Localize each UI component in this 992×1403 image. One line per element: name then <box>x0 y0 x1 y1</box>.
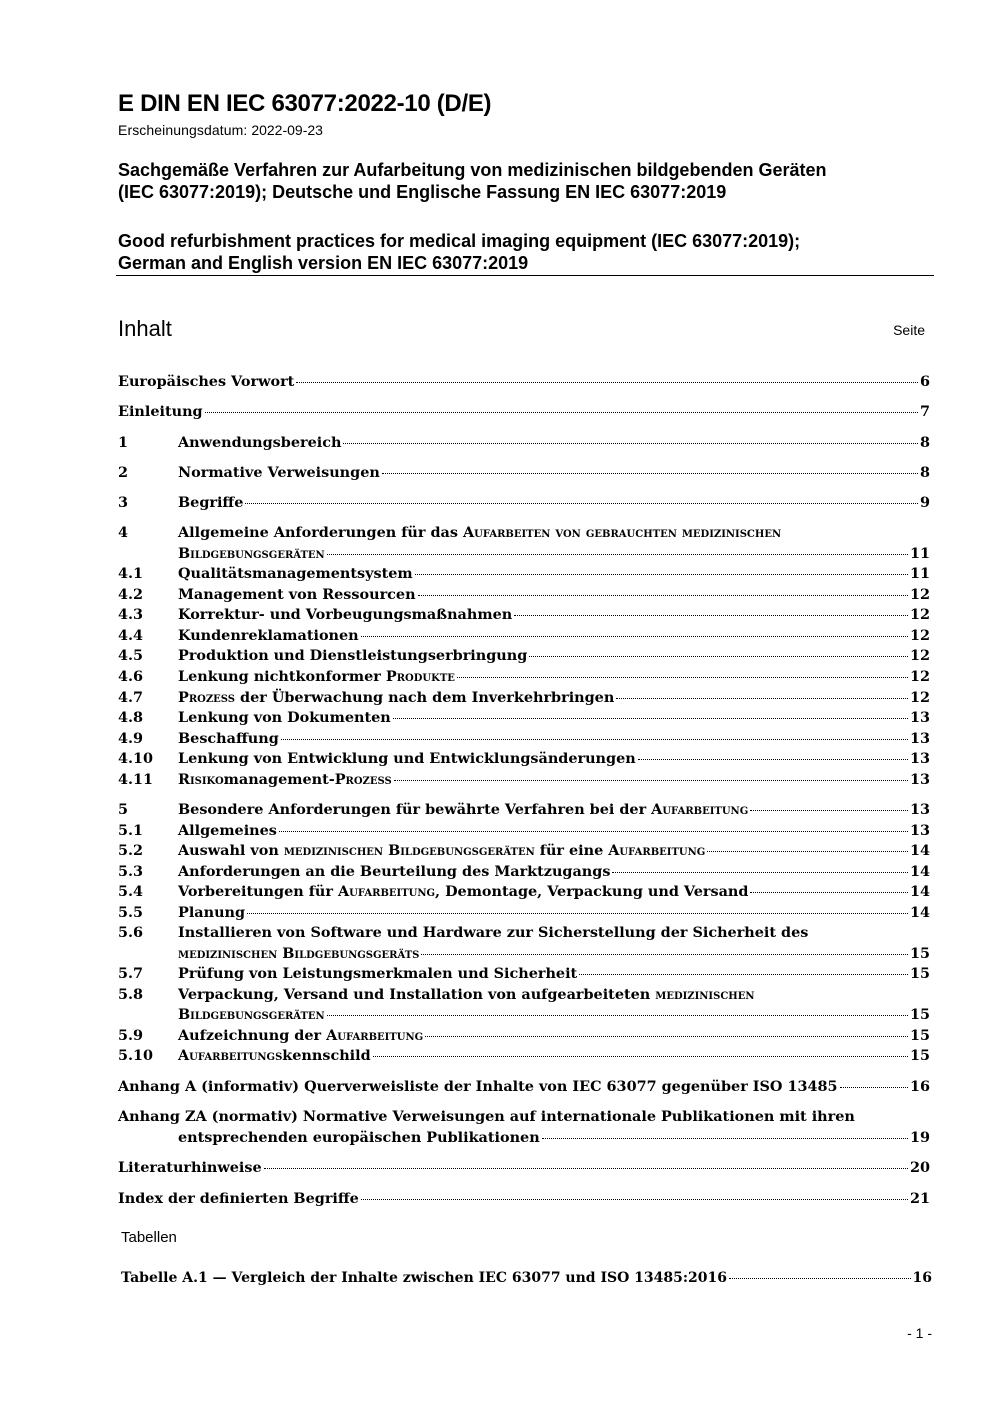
toc-entry-section-5-7[interactable] <box>118 964 930 984</box>
toc-entry-section-4-3[interactable] <box>118 605 930 625</box>
toc-entry-number: 4.2 <box>118 586 144 603</box>
toc-leader <box>750 890 908 893</box>
title-english-line-1: Good refurbishment practices for medical imaging equipment (IEC 63077:2019); <box>118 231 801 251</box>
toc-entry-title: Lenkung von Dokumenten <box>178 709 391 726</box>
toc-leader <box>729 1276 910 1279</box>
publication-date-label: Erscheinungsdatum: <box>118 122 248 138</box>
title-english-line-2: German and English version EN IEC 63077:2019 <box>118 253 529 273</box>
publication-date <box>118 122 323 138</box>
toc-entry-page: 15 <box>909 1047 930 1064</box>
toc-entry-literatur[interactable] <box>118 1158 930 1178</box>
toc-entry-number: 4.3 <box>118 606 144 623</box>
toc-entry-title: Aufarbeitungskennschild <box>178 1047 371 1064</box>
toc-entry-page: 13 <box>909 709 930 726</box>
toc-entry-number: 5.2 <box>118 842 144 859</box>
toc-entry-page: 15 <box>909 945 930 962</box>
toc-entry-page: 13 <box>909 801 930 818</box>
toc-leader <box>393 716 908 719</box>
toc-entry-title: Auswahl von medizinischen Bildgebungsgeräten für eine Aufarbeitung <box>178 842 706 859</box>
toc-entry-page: 13 <box>909 750 930 767</box>
title-german-line-1: Sachgemäße Verfahren zur Aufarbeitung von medizinischen bildgebenden Geräten <box>118 160 827 180</box>
toc-entry-title: Installieren von Software und Hardware zur Sicherstellung der Sicherheit des <box>178 924 809 941</box>
toc-entry-title: Prüfung von Leistungsmerkmalen und Sicherheit <box>178 965 578 982</box>
toc-entry-page: 15 <box>909 965 930 982</box>
toc-entry-page: 15 <box>909 1006 930 1023</box>
toc-entry-section-5-10[interactable] <box>118 1046 930 1066</box>
document-designation: E DIN EN IEC 63077:2022-10 (D/E) <box>118 90 492 117</box>
contents-heading: Inhalt <box>118 316 172 341</box>
toc-entry-title-continued: Bildgebungsgeräten <box>178 1006 325 1023</box>
toc-entry-section-4[interactable] <box>118 523 930 543</box>
toc-entry-number: 4.7 <box>118 689 144 706</box>
title-divider <box>116 275 934 276</box>
toc-entry-number: 2 <box>118 464 129 481</box>
toc-entry-index[interactable] <box>118 1189 930 1209</box>
toc-leader <box>707 849 908 852</box>
toc-entry-page: 15 <box>909 1027 930 1044</box>
toc-entry-section-4-2[interactable] <box>118 585 930 605</box>
toc-entry-title: Planung <box>178 904 246 921</box>
toc-entry-title: Begriffe <box>178 494 244 511</box>
toc-leader <box>264 1166 908 1169</box>
toc-entry-section-5-4[interactable] <box>118 882 930 902</box>
toc-leader <box>247 911 908 914</box>
toc-entry-title: Literaturhinweise <box>118 1159 262 1176</box>
toc-entry-title: Qualitätsmanagementsystem <box>178 565 413 582</box>
toc-leader <box>205 410 918 413</box>
toc-leader <box>382 471 918 474</box>
toc-entry-number: 4.9 <box>118 730 144 747</box>
toc-entry-section-5-1[interactable] <box>118 821 930 841</box>
toc-entry-section-5-8[interactable] <box>118 985 930 1005</box>
toc-entry-number: 4.6 <box>118 668 144 685</box>
toc-leader <box>750 808 908 811</box>
toc-entry-section-5-9[interactable] <box>118 1026 930 1046</box>
toc-entry-page: 8 <box>919 434 930 451</box>
toc-entry-anhang-za-continued[interactable] <box>178 1128 930 1148</box>
toc-entry-number: 5.9 <box>118 1027 144 1044</box>
toc-leader <box>296 380 918 383</box>
toc-entry-page: 14 <box>909 863 930 880</box>
toc-entry-page: 13 <box>909 822 930 839</box>
toc-entry-title: Allgemeine Anforderungen für das Aufarbeiten von gebrauchten medizinischen <box>178 524 782 541</box>
toc-entry-number: 4.4 <box>118 627 144 644</box>
toc-entry-page: 12 <box>909 606 930 623</box>
toc-entry-section-2[interactable] <box>118 463 930 483</box>
toc-entry-title: Europäisches Vorwort <box>118 373 295 390</box>
toc-entry-title: Anwendungsbereich <box>178 434 342 451</box>
toc-leader <box>343 441 918 444</box>
toc-entry-title: Normative Verweisungen <box>178 464 380 481</box>
toc-entry-section-4-8[interactable] <box>118 708 930 728</box>
toc-entry-section-3[interactable] <box>118 493 930 513</box>
toc-entry-section-5[interactable] <box>118 800 930 820</box>
toc-entry-section-4-1[interactable] <box>118 564 930 584</box>
toc-entry-title: Produktion und Dienstleistungserbringung <box>178 647 528 664</box>
toc-entry-number: 5.4 <box>118 883 144 900</box>
toc-entry-page: 14 <box>909 842 930 859</box>
tables-heading: Tabellen <box>121 1229 177 1246</box>
page-column-label: Seite <box>893 322 925 338</box>
toc-leader <box>638 757 908 760</box>
toc-leader <box>616 696 908 699</box>
toc-leader <box>457 675 908 678</box>
toc-entry-page: 13 <box>909 730 930 747</box>
toc-leader <box>279 829 908 832</box>
toc-entry-page: 14 <box>909 904 930 921</box>
toc-entry-section-4-6[interactable] <box>118 667 930 687</box>
toc-entry-number: 4.8 <box>118 709 144 726</box>
publication-date-value: 2022-09-23 <box>251 122 323 138</box>
toc-entry-title: Tabelle A.1 — Vergleich der Inhalte zwischen IEC 63077 und ISO 13485:2016 <box>121 1270 728 1286</box>
toc-entry-title: Management von Ressourcen <box>178 586 416 603</box>
toc-entry-number: 4.10 <box>118 750 154 767</box>
toc-entry-title-continued: entsprechenden europäischen Publikationen <box>178 1129 540 1146</box>
title-english <box>118 230 800 274</box>
toc-entry-page: 12 <box>909 668 930 685</box>
toc-entry-number: 5.7 <box>118 965 144 982</box>
toc-entry-number: 5.3 <box>118 863 144 880</box>
toc-entry-section-5-3[interactable] <box>118 862 930 882</box>
toc-entry-page: 9 <box>919 494 930 511</box>
toc-entry-vorwort[interactable] <box>118 372 930 392</box>
toc-entry-section-5-2[interactable] <box>118 841 930 861</box>
toc-leader <box>281 737 908 740</box>
toc-leader <box>373 1054 908 1057</box>
toc-leader <box>612 870 908 873</box>
toc-leader <box>840 1085 908 1088</box>
toc-entry-title: Prozess der Überwachung nach dem Inverkehrbringen <box>178 689 615 706</box>
toc-entry-number: 3 <box>118 494 129 511</box>
toc-entry-title: Kundenreklamationen <box>178 627 359 644</box>
toc-entry-title: Einleitung <box>118 403 203 420</box>
toc-leader <box>418 593 908 596</box>
toc-leader <box>327 1013 908 1016</box>
toc-entry-page: 6 <box>919 373 930 390</box>
toc-entry-page: 7 <box>919 403 930 420</box>
toc-entry-einleitung[interactable] <box>118 402 930 422</box>
toc-leader <box>542 1136 908 1139</box>
toc-entry-title: Aufzeichnung der Aufarbeitung <box>178 1027 424 1044</box>
toc-entry-anhang-za[interactable] <box>118 1107 930 1127</box>
toc-entry-section-4-7[interactable] <box>118 688 930 708</box>
toc-entry-page: 21 <box>909 1190 930 1207</box>
toc-leader <box>579 972 908 975</box>
toc-entry-page: 11 <box>909 545 930 562</box>
toc-entry-title: Index der definierten Begriffe <box>118 1190 359 1207</box>
toc-entry-number: 5.10 <box>118 1047 154 1064</box>
toc-leader <box>394 778 908 781</box>
toc-entry-section-4-5[interactable] <box>118 646 930 666</box>
toc-entry-number: 4 <box>118 524 129 541</box>
page-number: - 1 - <box>907 1325 932 1341</box>
toc-entry-page: 13 <box>909 771 930 788</box>
toc-entry-section-4-11[interactable] <box>118 770 930 790</box>
toc-leader <box>327 552 908 555</box>
toc-leader <box>514 613 908 616</box>
toc-entry-title: Verpackung, Versand und Installation von aufgearbeiteten medizinischen <box>178 986 755 1003</box>
toc-entry-title: Besondere Anforderungen für bewährte Verfahren bei der Aufarbeitung <box>178 801 749 818</box>
title-german-line-2: (IEC 63077:2019); Deutsche und Englische Fassung EN IEC 63077:2019 <box>118 182 727 202</box>
toc-entry-section-4-10[interactable] <box>118 749 930 769</box>
toc-entry-section-4-9[interactable] <box>118 729 930 749</box>
toc-entry-section-5-6[interactable] <box>118 923 930 943</box>
toc-entry-page: 16 <box>912 1270 932 1286</box>
toc-entry-title-continued: Bildgebungsgeräten <box>178 545 325 562</box>
toc-entry-section-5-5[interactable] <box>118 903 930 923</box>
toc-entry-section-1[interactable] <box>118 433 930 453</box>
toc-entry-page: 20 <box>909 1159 930 1176</box>
toc-entry-page: 14 <box>909 883 930 900</box>
toc-entry-number: 1 <box>118 434 129 451</box>
toc-entry-number: 5.6 <box>118 924 144 941</box>
toc-entry-page: 12 <box>909 647 930 664</box>
toc-entry-title: Allgemeines <box>178 822 277 839</box>
toc-entry-page: 12 <box>909 689 930 706</box>
toc-entry-title: Anhang ZA (normativ) Normative Verweisungen auf internationale Publikationen mit ihren <box>118 1108 855 1125</box>
toc-entry-page: 12 <box>909 586 930 603</box>
toc-entry-section-5-6-continued[interactable] <box>178 944 930 964</box>
toc-leader <box>425 1034 908 1037</box>
toc-entry-title: Lenkung nichtkonformer Produkte <box>178 668 455 685</box>
toc-entry-section-4-continued[interactable] <box>178 544 930 564</box>
toc-entry-table-a1[interactable] <box>121 1268 932 1288</box>
toc-leader <box>245 501 918 504</box>
toc-entry-anhang-a[interactable] <box>118 1077 930 1097</box>
toc-entry-page: 11 <box>909 565 930 582</box>
toc-entry-section-5-8-continued[interactable] <box>178 1005 930 1025</box>
toc-entry-page: 8 <box>919 464 930 481</box>
toc-entry-title: Risikomanagement-Prozess <box>178 771 392 788</box>
toc-entry-number: 5.1 <box>118 822 144 839</box>
toc-entry-number: 4.11 <box>118 771 154 788</box>
toc-leader <box>421 952 908 955</box>
toc-entry-title: Anforderungen an die Beurteilung des Marktzugangs <box>178 863 611 880</box>
toc-entry-page: 19 <box>909 1129 930 1146</box>
toc-entry-number: 5 <box>118 801 129 818</box>
title-german <box>118 159 826 203</box>
toc-leader <box>361 1197 908 1200</box>
toc-entry-number: 5.5 <box>118 904 144 921</box>
toc-leader <box>361 634 908 637</box>
toc-entry-number: 4.1 <box>118 565 144 582</box>
toc-entry-number: 4.5 <box>118 647 144 664</box>
toc-entry-title: Lenkung von Entwicklung und Entwicklungsänderungen <box>178 750 636 767</box>
toc-entry-page: 12 <box>909 627 930 644</box>
toc-entry-number: 5.8 <box>118 986 144 1003</box>
toc-entry-title: Korrektur- und Vorbeugungsmaßnahmen <box>178 606 513 623</box>
toc-entry-title: Beschaffung <box>178 730 279 747</box>
toc-leader <box>415 572 908 575</box>
toc-entry-title-continued: medizinischen Bildgebungsgeräts <box>178 945 420 962</box>
toc-entry-title: Vorbereitungen für Aufarbeitung, Demontage, Verpackung und Versand <box>178 883 749 900</box>
toc-entry-page: 16 <box>909 1078 930 1095</box>
toc-entry-section-4-4[interactable] <box>118 626 930 646</box>
toc-leader <box>529 654 908 657</box>
toc-entry-title: Anhang A (informativ) Querverweisliste der Inhalte von IEC 63077 gegenüber ISO 13485 <box>118 1078 838 1095</box>
